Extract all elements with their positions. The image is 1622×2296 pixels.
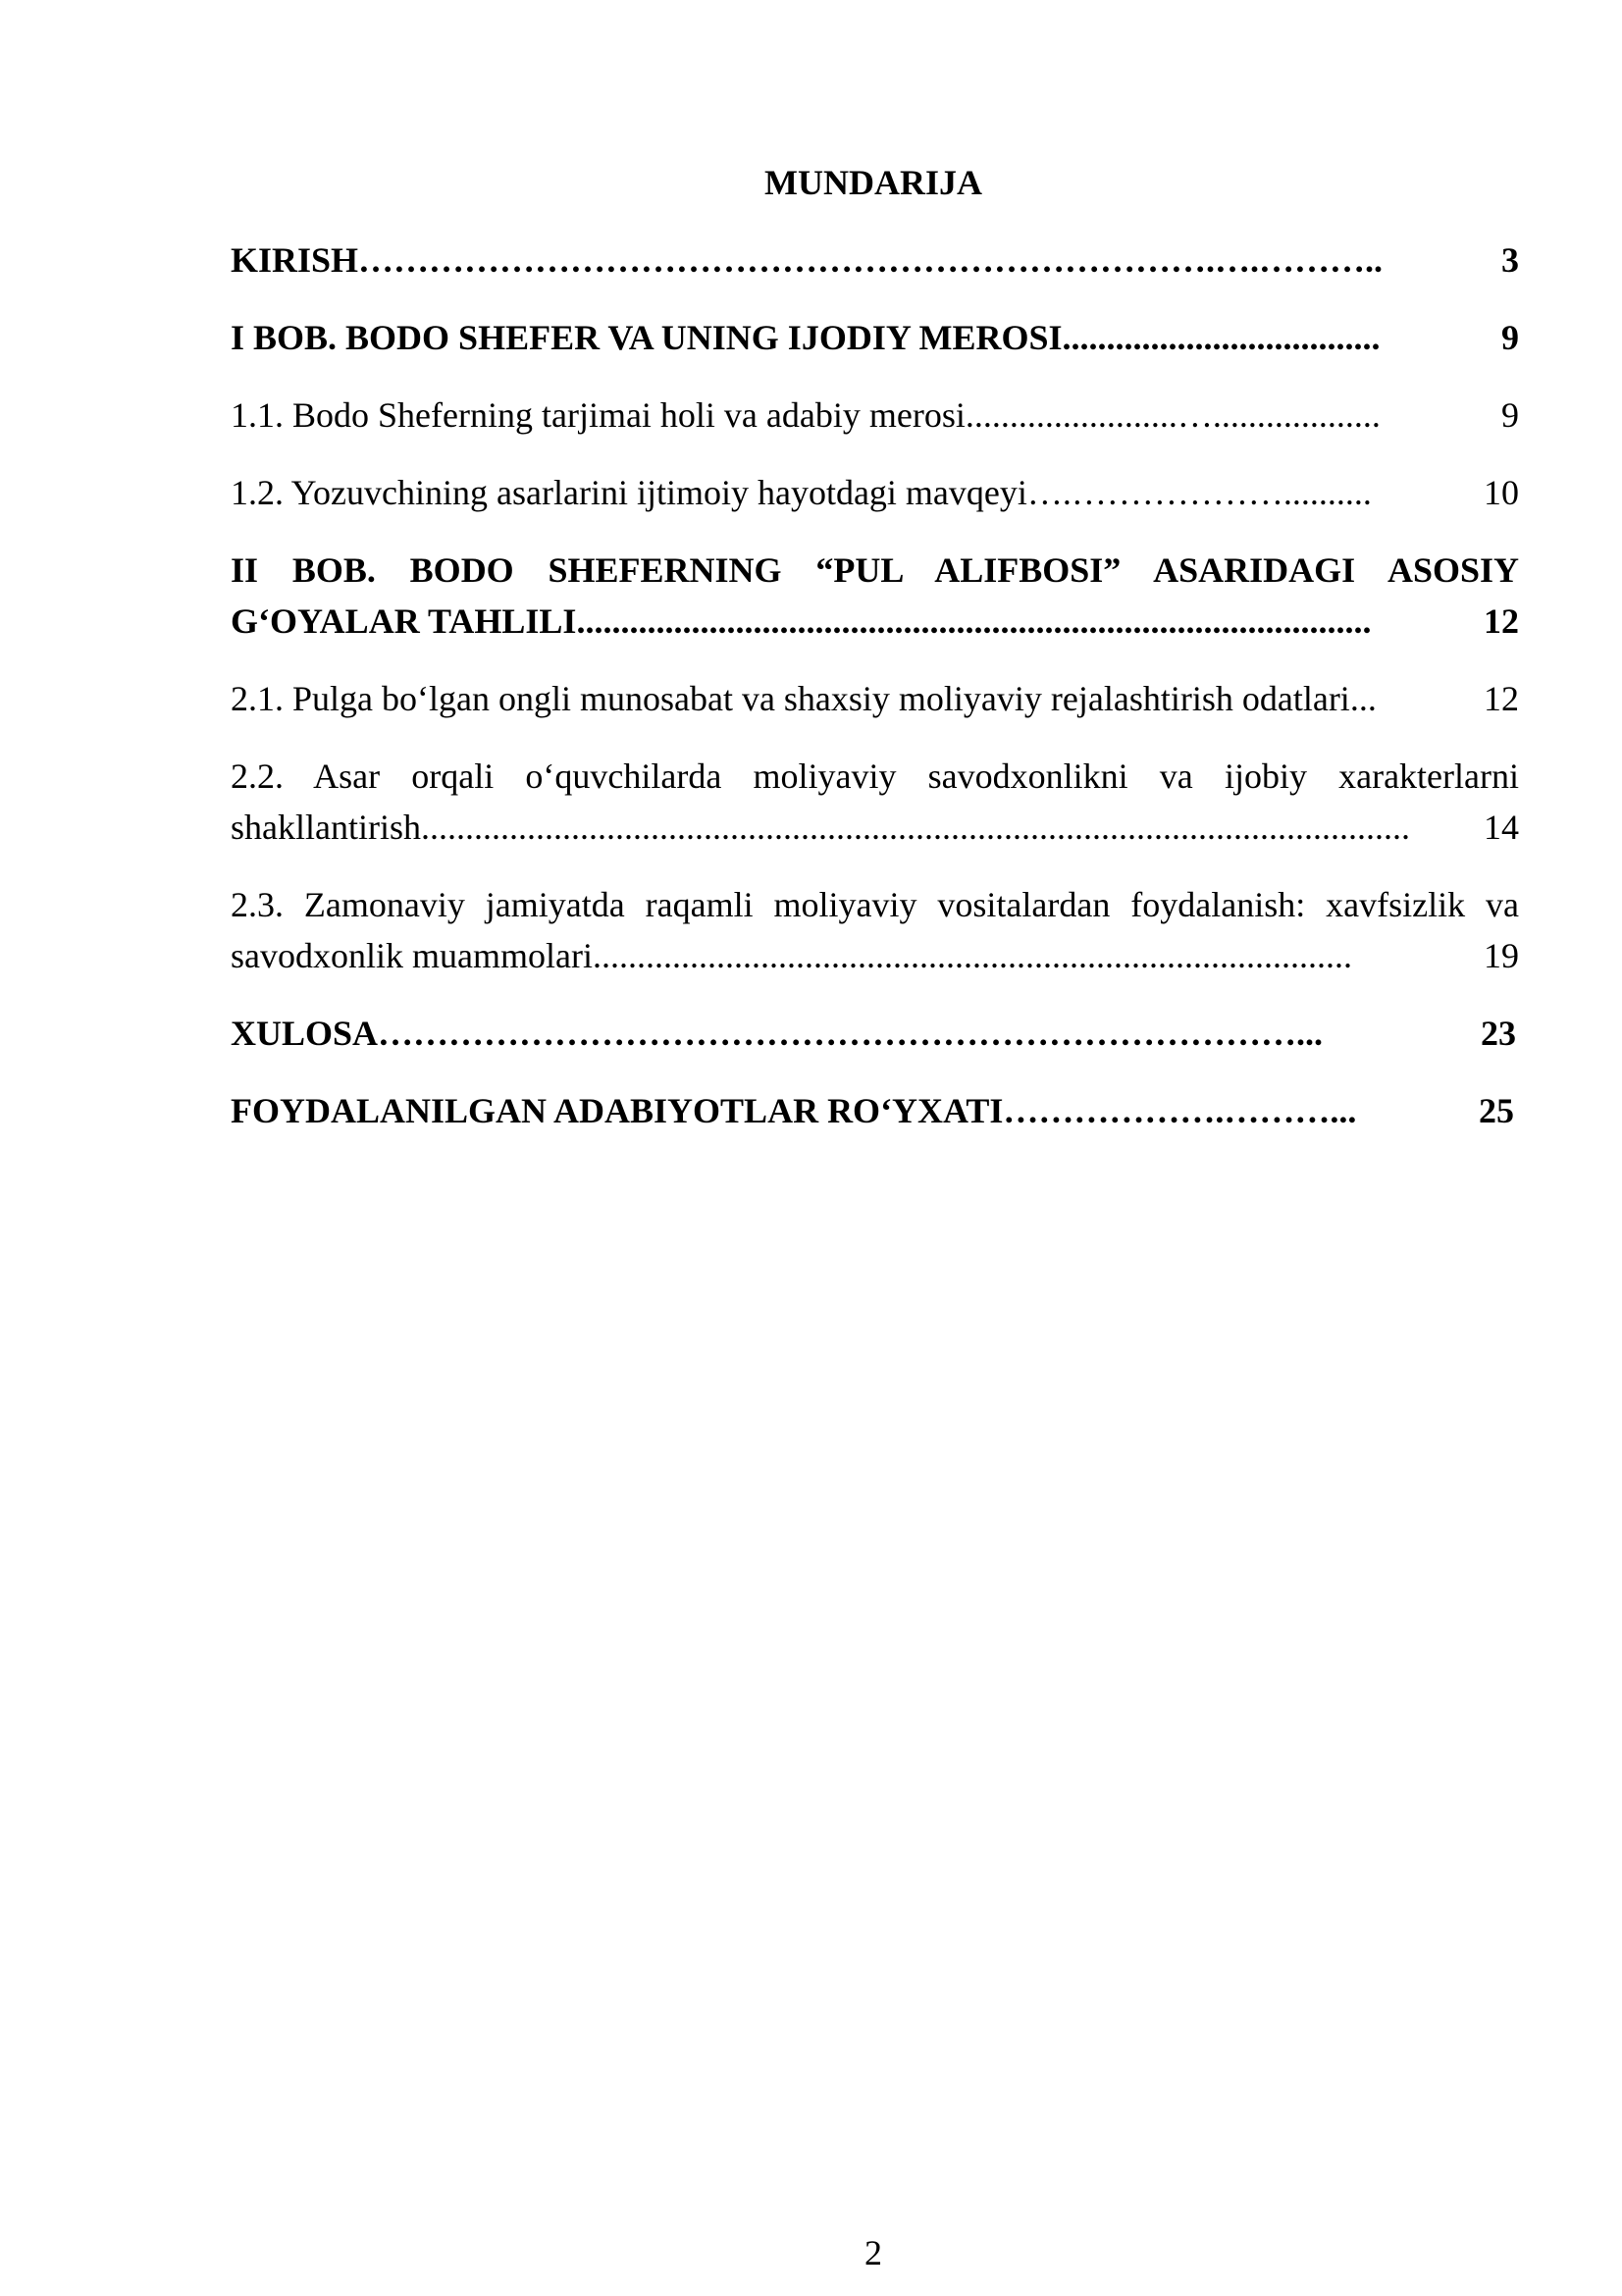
toc-page-number: 12	[1484, 601, 1519, 641]
toc-entry-line	[231, 596, 1519, 647]
toc-page-number: 25	[1479, 1091, 1514, 1130]
toc-entry-text: I BOB. BODO SHEFER VA UNING IJODIY MEROSI	[231, 318, 1063, 357]
toc-entry-text: G‘OYALAR TAHLILI	[231, 601, 577, 641]
toc-entry-text: FOYDALANILGAN ADABIYOTLAR RO‘YXATI	[231, 1091, 1004, 1130]
toc-entry-bob1[interactable]	[231, 312, 1519, 363]
toc-entry-section-1-1[interactable]	[231, 390, 1519, 441]
toc-page-number: 14	[1484, 808, 1519, 847]
toc-entry-bob2[interactable]	[231, 545, 1519, 647]
toc-leader-dots: ......................................................................................	[592, 936, 1352, 975]
toc-entry-section-2-3[interactable]	[231, 879, 1519, 981]
toc-entry-xulosa[interactable]	[231, 1008, 1516, 1059]
toc-leader-dots: ....................................	[1062, 318, 1381, 357]
toc-entry-text: savodxonlik muammolari	[231, 936, 593, 975]
toc-page-number: 23	[1481, 1014, 1516, 1053]
toc-entry-line	[231, 312, 1519, 363]
toc-page-number: 9	[1501, 395, 1519, 435]
toc-entry-wrapped-line: II BOB. BODO SHEFERNING “PUL ALIFBOSI” ASARIDAGI ASOSIY	[231, 550, 1519, 590]
toc-entry-text: 1.2. Yozuvchining asarlarini ijtimoiy hayotdagi mavqeyi	[231, 473, 1027, 512]
toc-entry-section-1-2[interactable]	[231, 467, 1519, 518]
toc-page-number: 10	[1484, 473, 1519, 512]
toc-page-number: 3	[1501, 240, 1519, 280]
toc-entry-wrapped-line: 2.3. Zamonaviy jamiyatda raqamli moliyaviy vositalardan foydalanish: xavfsizlik va	[231, 885, 1519, 924]
toc-entry-line	[231, 390, 1519, 441]
toc-entry-line	[231, 1085, 1514, 1136]
toc-title: MUNDARIJA	[764, 163, 982, 202]
toc-entry-kirish[interactable]	[231, 235, 1519, 286]
toc-leader-dots: ……………….………...	[1003, 1091, 1357, 1130]
toc-page-number: 12	[1484, 679, 1519, 718]
toc-leader-dots: ........................…...................	[965, 395, 1381, 435]
toc-entry-text: KIRISH	[231, 240, 359, 280]
toc-entry-line	[231, 930, 1519, 981]
toc-entry-bibliography[interactable]	[231, 1085, 1514, 1136]
toc-entry-line	[231, 673, 1519, 724]
toc-entry-text: XULOSA	[231, 1014, 379, 1053]
toc-leader-dots: ...	[1349, 679, 1377, 718]
toc-page-number: 19	[1484, 936, 1519, 975]
toc-leader-dots: ….………………..........	[1026, 473, 1372, 512]
toc-entry-section-2-2[interactable]	[231, 751, 1519, 853]
toc-entry-line	[231, 235, 1519, 286]
toc-entry-text: 1.1. Bodo Sheferning tarjimai holi va adabiy merosi	[231, 395, 966, 435]
page-number: 2	[864, 2233, 882, 2272]
toc-entry-text: 2.1. Pulga bo‘lgan ongli munosabat va shaxsiy moliyaviy rejalashtirish odatlari	[231, 679, 1350, 718]
toc-entry-wrapped-line: 2.2. Asar orqali o‘quvchilarda moliyaviy savodxonlikni va ijobiy xarakterlarni	[231, 757, 1519, 796]
toc-entry-line	[231, 802, 1519, 853]
toc-entry-section-2-1[interactable]	[231, 673, 1519, 724]
toc-entry-line	[231, 1008, 1516, 1059]
toc-entry-text: shakllantirish	[231, 808, 421, 847]
toc-leader-dots: ……………………………………………………………….….………..	[358, 240, 1384, 280]
toc-leader-dots: ................................................................................................................	[420, 808, 1410, 847]
toc-leader-dots: ..........................................................................................	[576, 601, 1372, 641]
toc-leader-dots: ……………………………………………………………………...	[378, 1014, 1324, 1053]
toc-page-number: 9	[1501, 318, 1519, 357]
toc-entry-line	[231, 467, 1519, 518]
